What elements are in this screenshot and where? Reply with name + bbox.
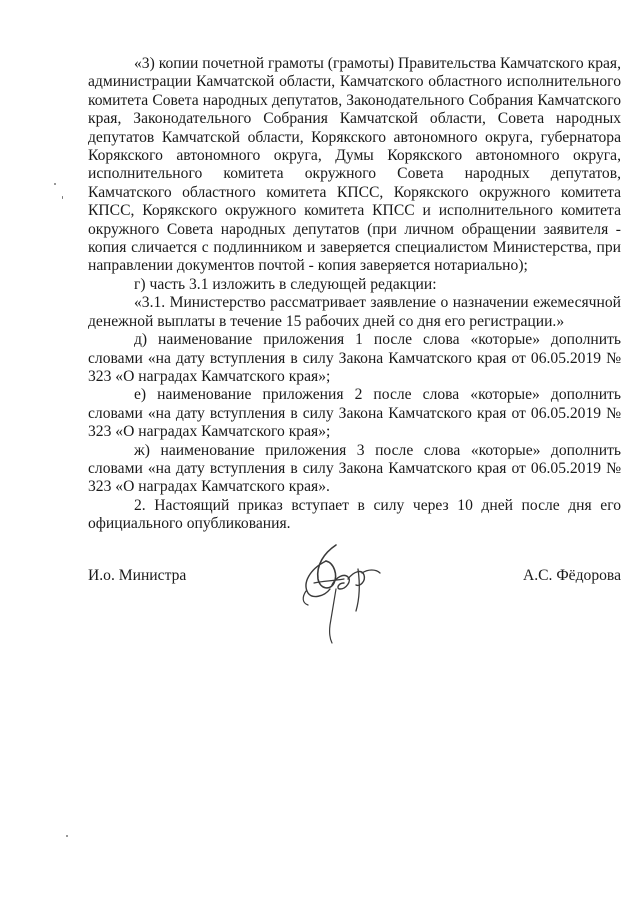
signer-name: А.С. Фёдорова [522, 567, 621, 584]
paragraph-part-3-1-text: «3.1. Министерство рассматривает заявление о назначении ежемесячной денежной выплаты в течение 15 рабочих дней со дня его регистрации.» [88, 294, 621, 330]
signature-block [88, 559, 621, 649]
paragraph-copies-of-certificates: «3) копии почетной грамоты (грамоты) Правительства Камчатского края, администрации Камчатской области, Камчатского областного исполнительного комитета Совета народных депутатов, Законодательного Собрания Камчатского края, Законодательного Собрания Камчатской области, Совета народных депутатов Камчатской области, Корякского автономного округа, губернатора Корякского автономного округа, Думы Корякского автономного округа, исполнительного комитета окружного Совета народных депутатов, Камчатского областного комитета КПСС, Корякского окружного комитета КПСС, Корякского окружного комитета КПСС и исполнительного комитета окружного Совета народных депутатов (при личном обращении заявителя - копия сличается с подлинником и заверяется специалистом Министерства, при направлении документов почтой - копия заверяется нотариально); [88, 55, 621, 275]
scan-speck [66, 835, 68, 837]
scan-speck [54, 183, 56, 185]
paragraph-part-3-1-heading: г) часть 3.1 изложить в следующей редакции: [134, 275, 437, 293]
paragraph-effective-date: 2. Настоящий приказ вступает в силу через 10 дней после дня его официального опубликования. [88, 496, 621, 533]
paragraph-appendix-1: д) наименование приложения 1 после слова «которые» дополнить словами «на дату вступления в силу Закона Камчатского края от 06.05.2019 № 323 «О наградах Камчатского края»; [88, 331, 621, 385]
scan-speck [62, 196, 63, 199]
handwritten-signature [296, 539, 388, 654]
document-body [88, 55, 621, 534]
paragraph-appendix-3: ж) наименование приложения 3 после слова «которые» дополнить словами «на дату вступления в силу Закона Камчатского края от 06.05.2019 № 323 «О наградах Камчатского края». [88, 441, 621, 496]
signer-position: И.о. Министра [88, 567, 187, 584]
paragraph-appendix-2: е) наименование приложения 2 после слова «которые» дополнить словами «на дату вступления в силу Закона Камчатского края от 06.05.2019 № 323 «О наградах Камчатского края»; [88, 386, 621, 441]
